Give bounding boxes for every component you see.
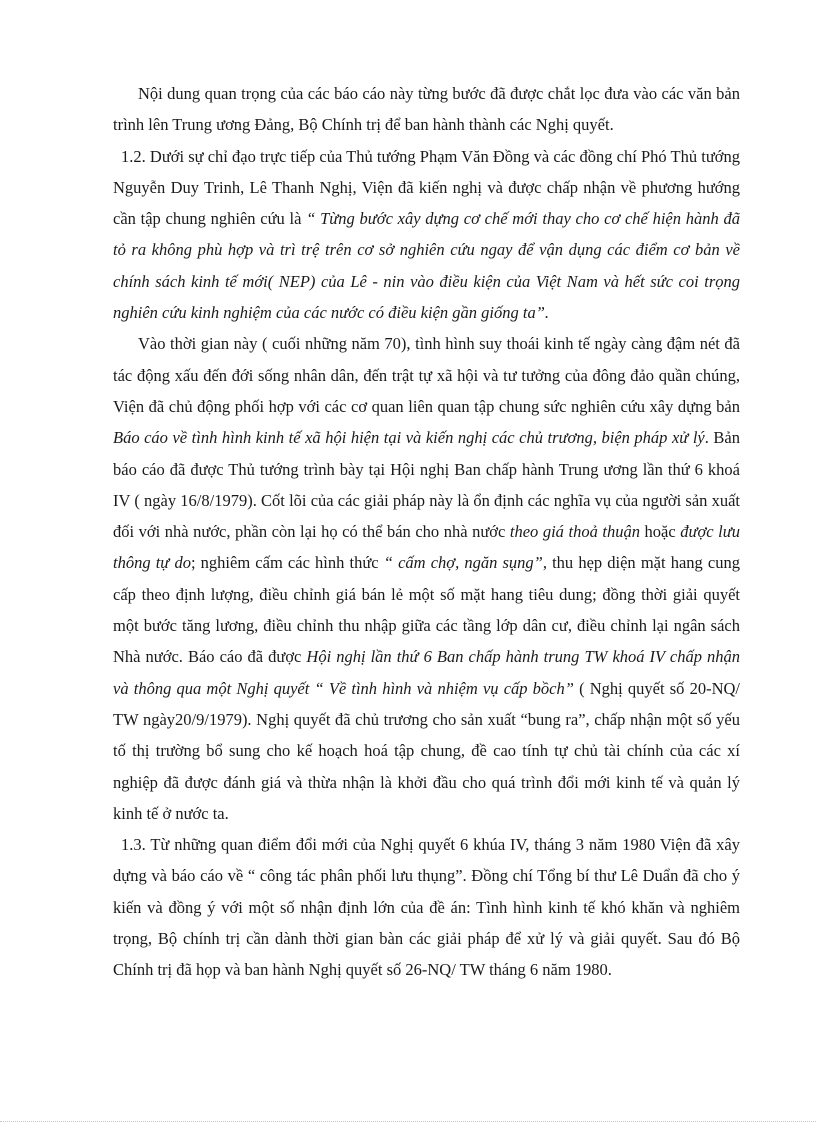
text-run: ( Nghị quyết số 20-NQ/ TW ngày20/9/1979). Nghị quyết đã chủ trương cho sản xuất “bung ra”, chấp nhận một số yếu tố thị trường bổ sung cho kế hoạch hoá tập chung, đề cao tính tự chủ tài chính của các xí nghiệp đã được đánh giá và thừa nhận là khởi đầu cho quá trình đổi mới kinh tế và quản lý kinh tế ở nước ta.	[113, 678, 741, 823]
italic-text-run: được lưu thông tự do	[113, 522, 740, 573]
text-run: , thu hẹp diện mặt hang cung cấp theo định lượng, điều chỉnh giá bán lẻ một số mặt hang tiêu dung; đồng thời giải quyết một bước tăng lương, điều chỉnh thu nhập giữa các tầng lớp dân cư, điều chỉnh lại ngân sách Nhà nước. Báo cáo đã được	[113, 553, 740, 667]
text-run: Vào thời gian này ( cuối những năm 70), tình hình suy thoái kinh tế ngày càng đậm nét đã tác động xấu đến đới sống nhân dân, đến trật tự xã hội và tư tưởng của đông đảo quần chúng, Viện đã chủ động phối hợp với các cơ quan liên quan tập chung sức nghiên cứu xây dựng bản	[113, 334, 740, 416]
paragraph-2	[113, 141, 740, 329]
italic-text-run: “ Từng bước xây dựng cơ chế mới thay cho cơ chế hiện hành đã tỏ ra không phù hợp và trì trệ trên cơ sở nghiên cứu ngay để vận dụng các điểm cơ bản về chính sách kinh tế mới( NEP) của Lê - nin vào điều kiện của Việt Nam và hết sức coi trọng nghiên cứu kinh nghiệm của các nước có điều kiện gần giống ta”.	[113, 209, 740, 323]
page-bottom-dotted-rule	[0, 1121, 816, 1122]
text-run: . Bản báo cáo đã được Thủ tướng trình bày tại Hội nghị Ban chấp hành Trung ương lần thứ 6 khoá IV ( ngày 16/8/1979). Cốt lõi của các giải pháp này là ổn định các nghĩa vụ của người sản xuất đối với nhà nước, phần còn lại họ có thể bán cho nhà nước	[113, 428, 740, 542]
text-run: ; nghiêm cấm các hình thức	[190, 553, 384, 573]
italic-text-run: theo giá thoả thuận	[509, 522, 640, 542]
paragraph-1	[113, 78, 740, 141]
text-run: hoặc	[639, 522, 681, 542]
text-run: Nội dung quan trọng của các báo cáo này từng bước đã được chắt lọc đưa vào các văn bản trình lên Trung ương Đảng, Bộ Chính trị để ban hành thành các Nghị quyết.	[113, 84, 740, 135]
paragraph-4	[113, 829, 740, 985]
italic-text-run: “ cấm chợ, ngăn sụng”	[383, 553, 543, 573]
italic-text-run: Hội nghị lần thứ 6 Ban chấp hành trung TW khoá IV chấp nhận và thông qua một Nghị quyết “ Về tình hình và nhiệm vụ cấp bồch”	[113, 647, 740, 698]
text-run: 1.2. Dưới sự chỉ đạo trực tiếp của Thủ tướng Phạm Văn Đồng và các đồng chí Phó Thủ tướng Nguyễn Duy Trinh, Lê Thanh Nghị, Viện đã kiến nghị và được chấp nhận về phương hướng cần tập chung nghiên cứu là	[113, 146, 740, 229]
text-run: 1.3. Từ những quan điểm đổi mới của Nghị quyết 6 khúa IV, tháng 3 năm 1980 Viện đã xây dựng và báo cáo về “ công tác phân phối lưu thụng”. Đồng chí Tổng bí thư Lê Duẩn đã cho ý kiến và đồng ý với một số nhận định lớn của đề án: Tình hình kinh tế khó khăn và nghiêm trọng, Bộ chính trị cần dành thời gian bàn các giải pháp để xử lý và giải quyết. Sau đó Bộ Chính trị đã họp và ban hành Nghị quyết số 26-NQ/ TW tháng 6 năm 1980.	[113, 835, 740, 980]
document-body	[113, 78, 740, 986]
italic-text-run: Báo cáo về tình hình kinh tế xã hội hiện tại và kiến nghị các chủ trương, biện pháp xử lý	[113, 428, 705, 448]
paragraph-3	[113, 328, 740, 829]
